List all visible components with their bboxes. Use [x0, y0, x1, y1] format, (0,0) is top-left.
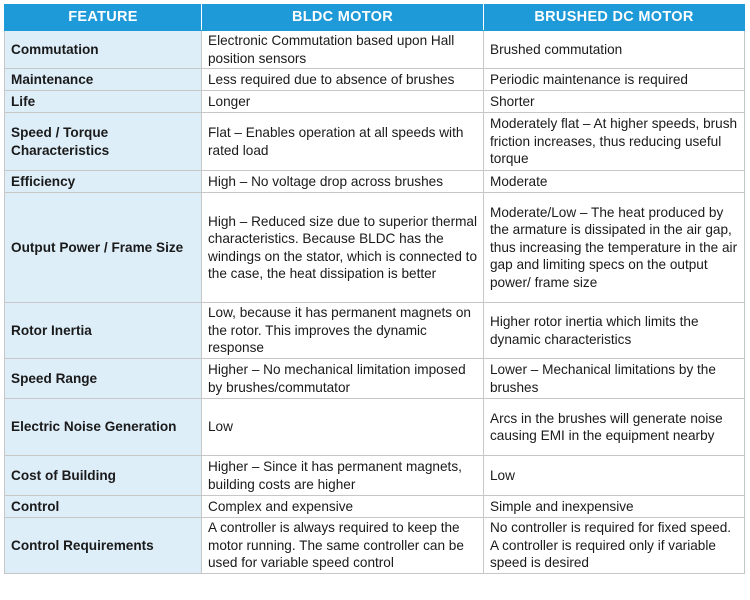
brushed-cell: No controller is required for fixed speed. A controller is required only if variable speed is desired — [484, 518, 745, 574]
table-row — [5, 496, 745, 518]
feature-cell: Electric Noise Generation — [5, 399, 202, 456]
bldc-cell: Higher – Since it has permanent magnets, building costs are higher — [202, 456, 484, 496]
feature-cell: Control — [5, 496, 202, 518]
brushed-cell: Moderate — [484, 171, 745, 193]
table-row — [5, 359, 745, 399]
bldc-cell: Low, because it has permanent magnets on the rotor. This improves the dynamic response — [202, 303, 484, 359]
feature-cell: Maintenance — [5, 69, 202, 91]
feature-cell: Output Power / Frame Size — [5, 193, 202, 303]
bldc-vs-brushed-comparison-table — [4, 4, 745, 574]
brushed-cell: Arcs in the brushes will generate noise causing EMI in the equipment nearby — [484, 399, 745, 456]
feature-cell: Cost of Building — [5, 456, 202, 496]
brushed-cell: Low — [484, 456, 745, 496]
bldc-cell: Flat – Enables operation at all speeds with rated load — [202, 113, 484, 171]
feature-cell: Control Requirements — [5, 518, 202, 574]
table-row — [5, 303, 745, 359]
brushed-cell: Periodic maintenance is required — [484, 69, 745, 91]
feature-cell: Rotor Inertia — [5, 303, 202, 359]
header-bldc-motor: BLDC MOTOR — [202, 5, 484, 31]
bldc-cell: High – Reduced size due to superior thermal characteristics. Because BLDC has the windings on the stator, which is connected to the case, the heat dissipation is better — [202, 193, 484, 303]
table-header-row — [5, 5, 745, 31]
feature-cell: Efficiency — [5, 171, 202, 193]
bldc-cell: Low — [202, 399, 484, 456]
table-row — [5, 91, 745, 113]
brushed-cell: Higher rotor inertia which limits the dynamic characteristics — [484, 303, 745, 359]
brushed-cell: Lower – Mechanical limitations by the brushes — [484, 359, 745, 399]
feature-cell: Commutation — [5, 31, 202, 69]
bldc-cell: Complex and expensive — [202, 496, 484, 518]
comparison-table-container — [4, 4, 744, 574]
brushed-cell: Shorter — [484, 91, 745, 113]
header-feature: FEATURE — [5, 5, 202, 31]
table-row — [5, 113, 745, 171]
bldc-cell: Less required due to absence of brushes — [202, 69, 484, 91]
brushed-cell: Moderately flat – At higher speeds, brush friction increases, thus reducing useful torque — [484, 113, 745, 171]
bldc-cell: Electronic Commutation based upon Hall position sensors — [202, 31, 484, 69]
table-row — [5, 518, 745, 574]
feature-cell: Life — [5, 91, 202, 113]
bldc-cell: A controller is always required to keep the motor running. The same controller can be used for variable speed control — [202, 518, 484, 574]
bldc-cell: Longer — [202, 91, 484, 113]
table-row — [5, 69, 745, 91]
table-row — [5, 399, 745, 456]
table-row — [5, 456, 745, 496]
feature-cell: Speed Range — [5, 359, 202, 399]
bldc-cell: High – No voltage drop across brushes — [202, 171, 484, 193]
brushed-cell: Simple and inexpensive — [484, 496, 745, 518]
header-brushed-dc-motor: BRUSHED DC MOTOR — [484, 5, 745, 31]
bldc-cell: Higher – No mechanical limitation imposed by brushes/commutator — [202, 359, 484, 399]
table-row — [5, 193, 745, 303]
brushed-cell: Moderate/Low – The heat produced by the armature is dissipated in the air gap, thus increasing the temperature in the air gap and limiting specs on the output power/ frame size — [484, 193, 745, 303]
brushed-cell: Brushed commutation — [484, 31, 745, 69]
feature-cell: Speed / Torque Characteristics — [5, 113, 202, 171]
table-row — [5, 171, 745, 193]
table-row — [5, 31, 745, 69]
